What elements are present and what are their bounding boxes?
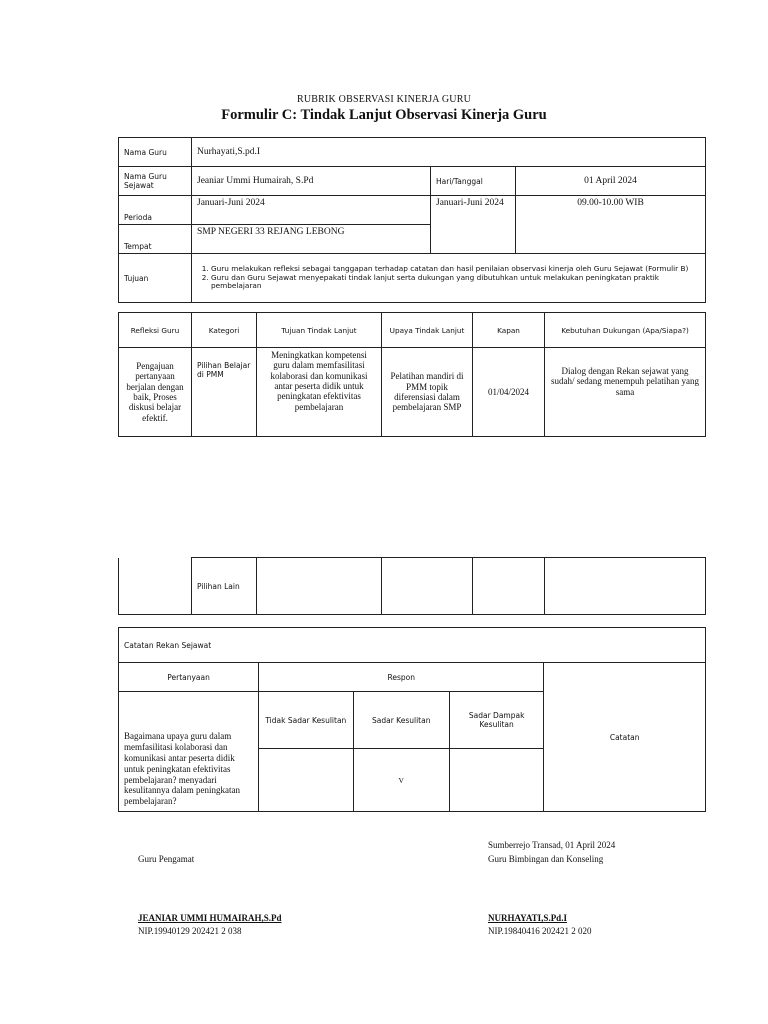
tujuan-item: 1. Guru melakukan refleksi sebagai tanggapan terhadap catatan dan hasil penilaian observasi kinerja oleh Guru Sejawat (Formulir B) <box>211 265 700 273</box>
empty-cell <box>257 558 382 615</box>
periode-value: Januari-Juni 2024 <box>192 196 431 225</box>
catatan-header: Catatan <box>544 663 706 812</box>
tempat-value: SMP NEGERI 33 REJANG LEBONG <box>192 225 431 254</box>
pilihan-lain-label: Pilihan Lain <box>192 558 257 615</box>
empty-cell <box>382 558 473 615</box>
pertanyaan-header: Pertanyaan <box>119 663 259 692</box>
header-kategori: Kategori <box>192 313 257 348</box>
kapan-cell: 01/04/2024 <box>473 348 545 437</box>
nama-guru-label: Nama Guru <box>119 138 192 167</box>
empty-cell <box>473 558 545 615</box>
kategori-cell: Pilihan Belajar di PMM <box>192 348 257 437</box>
tujuan-cell: Meningkatkan kompetensi guru dalam memfasilitasi kolaborasi dan komunikasi antar peserta didik untuk peningkatan efektivitas pembelajaran <box>257 348 382 437</box>
left-name: JEANIAR UMMI HUMAIRAH,S.Pd <box>138 913 282 923</box>
refleksi-cell: Pengajuan pertanyaan berjalan dengan baik, Proses diskusi belajar efektif. <box>119 348 192 437</box>
right-nip: NIP.19840416 202421 2 020 <box>488 926 592 936</box>
tujuan-list <box>197 265 700 290</box>
hari-tanggal-label: Hari/Tanggal <box>431 167 516 196</box>
empty-cell <box>545 558 706 615</box>
respon-sadar-dampak: Sadar Dampak Kesulitan <box>449 692 543 749</box>
catatan-question: Bagaimana upaya guru dalam memfasilitasi kolaborasi dan komunikasi antar peserta didik untuk peningkatan efektivitas pembelajaran? menyadari kesulitannya dalam peningkatan pembelajaran? <box>119 692 259 812</box>
header-tujuan-tindak-lanjut: Tujuan Tindak Lanjut <box>257 313 382 348</box>
respon-header: Respon <box>259 663 544 692</box>
respon-sadar-kesulitan: Sadar Kesulitan <box>353 692 449 749</box>
header-kebutuhan-dukungan: Kebutuhan Dukungan (Apa/Siapa?) <box>545 313 706 348</box>
nama-guru-sejawat-value: Jeaniar Ummi Humairah, S.Pd <box>192 167 431 196</box>
header-kapan: Kapan <box>473 313 545 348</box>
respon-cell-tidak-sadar <box>259 749 353 812</box>
nama-guru-sejawat-label: Nama Guru Sejawat <box>119 167 192 196</box>
respon-tidak-sadar: Tidak Sadar Kesulitan <box>259 692 353 749</box>
empty-cell <box>119 558 192 615</box>
nama-guru-value: Nurhayati,S.pd.I <box>192 138 706 167</box>
tempat-label: Tempat <box>119 225 192 254</box>
reflection-table <box>118 312 706 437</box>
periode-value-2: Januari-Juni 2024 <box>431 196 516 254</box>
tujuan-content <box>192 254 706 303</box>
document-pre-title: RUBRIK OBSERVASI KINERJA GURU <box>296 94 471 105</box>
kebutuhan-cell: Dialog dengan Rekan sejawat yang sudah/ sedang menempuh pelatihan yang sama <box>545 348 706 437</box>
periode-label: Perioda <box>119 196 192 225</box>
catatan-title: Catatan Rekan Sejawat <box>119 628 706 663</box>
pilihan-lain-table <box>118 557 706 615</box>
tujuan-label: Tujuan <box>119 254 192 303</box>
hari-tanggal-value: 01 April 2024 <box>516 167 706 196</box>
respon-cell-sadar-kesulitan: V <box>353 749 449 812</box>
left-nip: NIP.19940129 202421 2 038 <box>138 926 242 936</box>
header-refleksi-guru: Refleksi Guru <box>119 313 192 348</box>
right-name: NURHAYATI,S.Pd.I <box>488 913 567 923</box>
header-upaya-tindak-lanjut: Upaya Tindak Lanjut <box>382 313 473 348</box>
right-role: Guru Bimbingan dan Konseling <box>488 854 604 864</box>
upaya-cell: Pelatihan mandiri di PMM topik diferensiasi dalam pembelajaran SMP <box>382 348 473 437</box>
catatan-table <box>118 627 706 812</box>
respon-cell-sadar-dampak <box>449 749 543 812</box>
tujuan-item: 2. Guru dan Guru Sejawat menyepakati tindak lanjut serta dukungan yang dibutuhkan untuk melakukan peningkatan praktik pembelajaran <box>211 274 700 291</box>
jam-value: 09.00-10.00 WIB <box>516 196 706 254</box>
info-table <box>118 137 706 303</box>
left-role: Guru Pengamat <box>138 854 195 864</box>
document-title: Formulir C: Tindak Lanjut Observasi Kinerja Guru <box>221 107 547 123</box>
place-date: Sumberrejo Transad, 01 April 2024 <box>488 840 616 850</box>
